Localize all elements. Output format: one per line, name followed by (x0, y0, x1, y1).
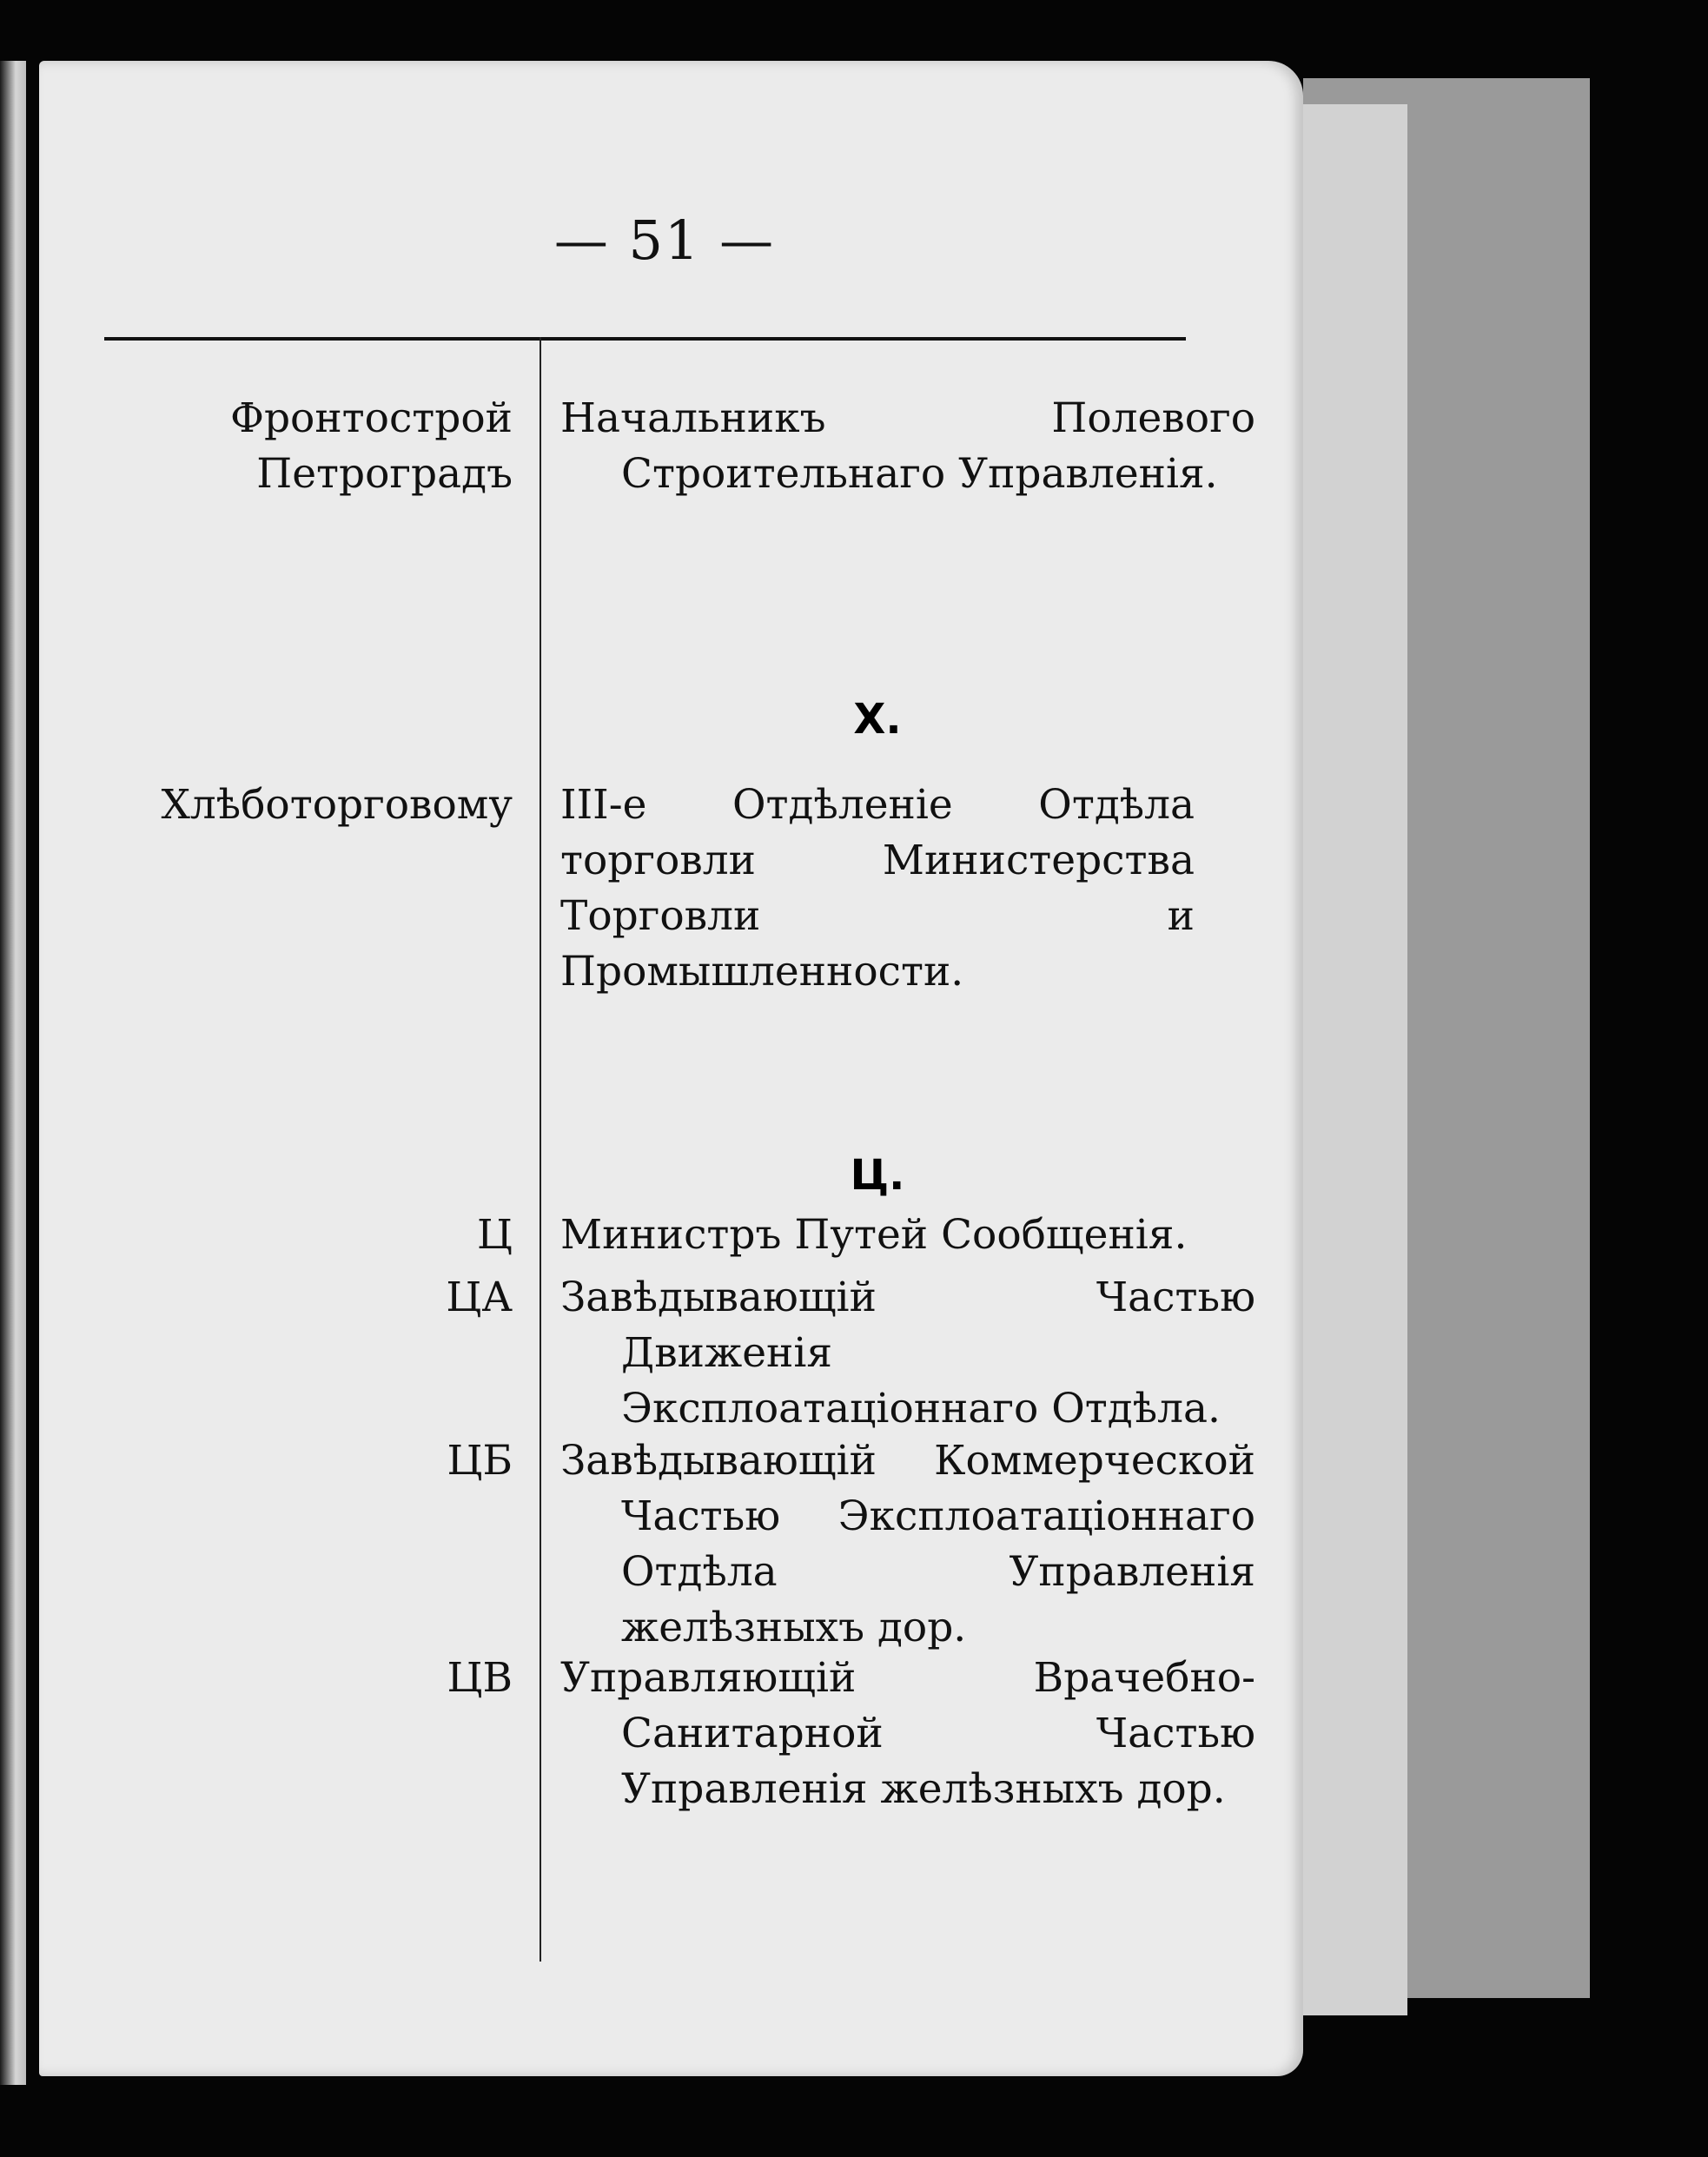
entry-code-frontostroy: Фронтострой Петроградъ (229, 394, 513, 498)
entry-code-tsb: ЦБ (447, 1437, 513, 1485)
page-number: — 51 — (553, 208, 776, 272)
entry-desc-ts: Министръ Путей Сообщенія. (560, 1211, 1188, 1259)
header-rule (104, 337, 1186, 341)
entry-code-ts: Ц (477, 1211, 513, 1259)
entry-desc-khleb: III-е Отдѣленіе Отдѣла торговли Министерства Торговли и Промышленности. (560, 781, 1195, 996)
entry-code-tsa: ЦА (446, 1274, 513, 1321)
column-divider (540, 337, 541, 1962)
book-page (39, 61, 1303, 2076)
entry-desc-frontostroy: Начальникъ Полевого Строительнаго Управленія. (560, 394, 1255, 498)
entry-desc-tsv: Управляющій Врачебно-Санитарной Частью Управленія желѣзныхъ дор. (560, 1654, 1255, 1813)
entry-desc-tsb: Завѣдывающій Коммерческой Частью Эксплоатаціоннаго Отдѣла Управленія желѣзныхъ дор. (560, 1437, 1255, 1651)
section-heading-kh: Х. (853, 695, 902, 744)
entry-desc-tsa: Завѣдывающій Частью Движенія Эксплоатаціоннаго Отдѣла. (560, 1274, 1255, 1432)
left-page-edge (0, 61, 26, 2085)
entry-code-khleb: Хлѣботорговому (161, 781, 513, 829)
entry-code-tsv: ЦВ (447, 1654, 513, 1702)
section-heading-ts: Ц. (850, 1151, 905, 1200)
